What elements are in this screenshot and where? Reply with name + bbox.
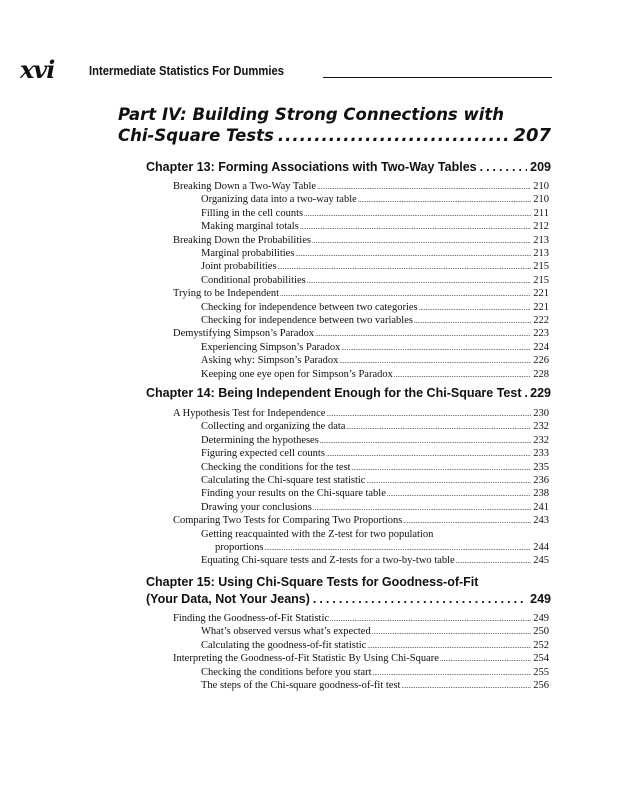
chapter-14-heading[interactable] (146, 385, 551, 402)
toc-entry[interactable]: Calculating the Chi-square test statistic ..... 236 (201, 474, 549, 488)
chapter-page-number: 229 (530, 386, 551, 400)
chapter-15-heading[interactable] (146, 574, 551, 608)
chapter-page-number: 249 (530, 592, 551, 606)
toc-entry[interactable]: Checking for independence between two variables ..... 222 (201, 314, 549, 328)
toc-entry[interactable]: Checking the conditions for the test ..... 235 (201, 461, 549, 475)
part-heading (118, 104, 551, 146)
part-page-number: 207 (513, 125, 551, 146)
toc-entry[interactable]: Calculating the goodness-of-fit statistic ..... 252 (201, 639, 549, 653)
chapter-page-number: 209 (530, 160, 551, 174)
part-title-line2[interactable] (118, 125, 551, 146)
toc-entry[interactable]: Comparing Two Tests for Comparing Two Proportions ..... 243 (173, 514, 549, 528)
toc-entry[interactable]: Breaking Down the Probabilities ..... 213 (173, 234, 549, 248)
header-rule (323, 77, 552, 78)
toc-entry[interactable]: Checking the conditions before you start ..... 255 (201, 666, 549, 680)
toc-entry[interactable]: What’s observed versus what’s expected ..... 250 (201, 625, 549, 639)
toc-entry[interactable]: Finding your results on the Chi-square table ..... 238 (201, 487, 549, 501)
toc-entry[interactable]: Finding the Goodness-of-Fit Statistic ..... 249 (173, 612, 549, 626)
toc-entry[interactable]: Experiencing Simpson’s Paradox ..... 224 (201, 341, 549, 355)
toc-entry[interactable]: A Hypothesis Test for Independence ..... 230 (173, 407, 549, 421)
dot-leader (480, 159, 528, 176)
toc-entry[interactable]: Filling in the cell counts ..... 211 (201, 207, 549, 221)
toc-entry[interactable]: Organizing data into a two-way table ..... 210 (201, 193, 549, 207)
toc-entry-wrapped-line[interactable]: Getting reacquainted with the Z-test for two population (201, 528, 434, 540)
toc-entry[interactable]: The steps of the Chi-square goodness-of-fit test ..... 256 (201, 679, 549, 693)
toc-entry[interactable]: Equating Chi-square tests and Z-tests for a two-by-two table ..... 245 (201, 554, 549, 568)
dot-leader (278, 125, 510, 146)
chapter-title-line2: (Your Data, Not Your Jeans) (146, 592, 310, 606)
toc-entry[interactable]: Making marginal totals ..... 212 (201, 220, 549, 234)
running-header (20, 55, 552, 84)
chapter-13-heading[interactable] (146, 159, 551, 176)
toc-entry[interactable]: Checking for independence between two categories ..... 221 (201, 301, 549, 315)
toc-entry[interactable]: Joint probabilities ..... 215 (201, 260, 549, 274)
toc-entry[interactable]: proportions ..... 244 (215, 541, 549, 555)
toc-entry[interactable]: Collecting and organizing the data ..... 232 (201, 420, 549, 434)
toc-entry[interactable]: Keeping one eye open for Simpson’s Paradox ..... 228 (201, 368, 549, 382)
toc-entry[interactable]: Breaking Down a Two-Way Table ..... 210 (173, 180, 549, 194)
chapter-title: Chapter 14: Being Independent Enough for the Chi-Square Test (146, 386, 522, 400)
part-title-line1: Part IV: Building Strong Connections with (118, 105, 505, 124)
toc-entry[interactable]: Figuring expected cell counts ..... 233 (201, 447, 549, 461)
page-number: xvi (20, 55, 55, 84)
dot-leader (313, 591, 527, 608)
toc-entry[interactable]: Drawing your conclusions ..... 241 (201, 501, 549, 515)
toc-entry[interactable]: Conditional probabilities ..... 215 (201, 274, 549, 288)
book-title: Intermediate Statistics For Dummies (89, 64, 285, 78)
chapter-title: Chapter 13: Forming Associations with Two-Way Tables (146, 160, 477, 174)
dot-leader (524, 385, 527, 402)
toc-entry[interactable]: Demystifying Simpson’s Paradox ..... 223 (173, 327, 549, 341)
part-title-text: Chi-Square Tests (118, 126, 274, 145)
chapter-title: Chapter 15: Using Chi-Square Tests for Goodness-of-Fit (146, 575, 479, 589)
toc-entry[interactable]: Trying to be Independent ..... 221 (173, 287, 549, 301)
toc-entry[interactable]: Asking why: Simpson’s Paradox ..... 226 (201, 354, 549, 368)
toc-entry[interactable]: Determining the hypotheses ..... 232 (201, 434, 549, 448)
toc-entry[interactable]: Marginal probabilities ..... 213 (201, 247, 549, 261)
toc-entry[interactable]: Interpreting the Goodness-of-Fit Statistic By Using Chi-Square ..... 254 (173, 652, 549, 666)
